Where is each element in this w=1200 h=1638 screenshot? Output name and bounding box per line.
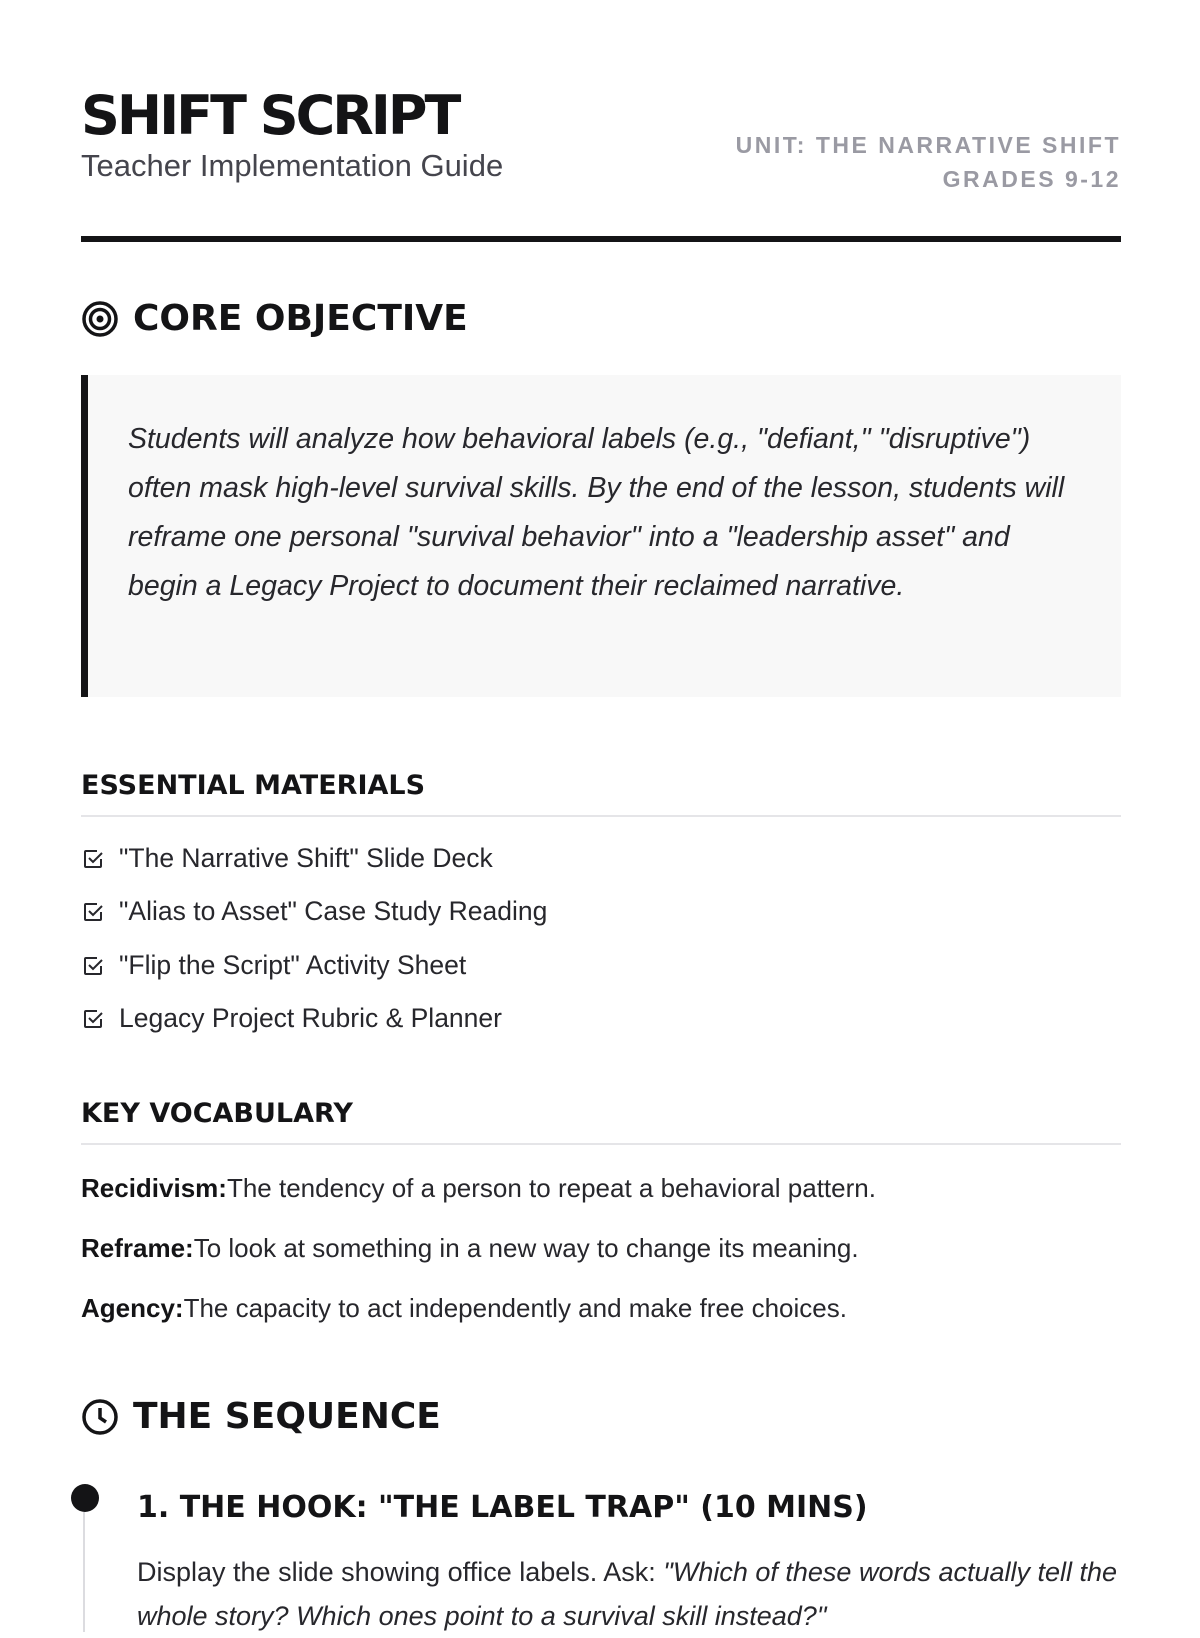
timeline-line <box>83 1512 85 1632</box>
material-item <box>81 896 547 927</box>
step-title: 1. THE HOOK: "THE LABEL TRAP" (10 MINS) <box>137 1490 868 1525</box>
vocab-item <box>81 1173 876 1204</box>
vocab-term: Recidivism: <box>81 1173 227 1203</box>
page-header <box>81 86 1121 242</box>
vocabulary-heading: KEY VOCABULARY <box>81 1098 1121 1145</box>
vocab-definition: To look at something in a new way to change its meaning. <box>193 1233 859 1263</box>
material-item <box>81 843 493 874</box>
checkbox-icon <box>81 847 105 871</box>
page-title: SHIFT SCRIPT <box>81 84 459 147</box>
unit-label: UNIT: THE NARRATIVE SHIFT <box>735 132 1121 158</box>
material-label: "The Narrative Shift" Slide Deck <box>119 843 493 873</box>
vocab-definition: The tendency of a person to repeat a behavioral pattern. <box>226 1173 876 1203</box>
material-item <box>81 1003 502 1034</box>
objective-quote: Students will analyze how behavioral labels (e.g., "defiant," "disruptive") often mask high-level survival skills. By the end of the lesson, students will reframe one personal "survival behavior" into a "leadership asset" and begin a Legacy Project to document their reclaimed narrative. <box>81 375 1121 697</box>
material-label: Legacy Project Rubric & Planner <box>119 1003 502 1033</box>
heading-text: CORE OBJECTIVE <box>133 298 468 339</box>
material-label: "Flip the Script" Activity Sheet <box>119 950 467 980</box>
grades-label: GRADES 9-12 <box>942 166 1121 192</box>
step-body <box>137 1550 1121 1638</box>
vocab-term: Reframe: <box>81 1233 194 1263</box>
clock-icon <box>81 1398 119 1436</box>
checkbox-icon <box>81 954 105 978</box>
timeline-dot <box>71 1484 99 1512</box>
vocab-definition: The capacity to act independently and make free choices. <box>183 1293 847 1323</box>
vocab-item <box>81 1293 847 1324</box>
step-quote: "Which of these words actually tell the whole story? Which ones point to a survival skill instead?" <box>137 1557 1118 1631</box>
vocab-term: Agency: <box>81 1293 184 1323</box>
step-text: Display the slide showing office labels. Ask: <box>137 1557 664 1587</box>
materials-heading: ESSENTIAL MATERIALS <box>81 770 1121 817</box>
unit-meta <box>736 128 1121 196</box>
sequence-heading <box>81 1396 441 1437</box>
vocab-item <box>81 1233 859 1264</box>
core-objective-heading <box>81 298 468 339</box>
target-icon <box>81 300 119 338</box>
heading-text: THE SEQUENCE <box>133 1396 441 1437</box>
checkbox-icon <box>81 900 105 924</box>
material-label: "Alias to Asset" Case Study Reading <box>119 896 548 926</box>
checkbox-icon <box>81 1007 105 1031</box>
page-subtitle: Teacher Implementation Guide <box>81 148 504 183</box>
material-item <box>81 950 466 981</box>
timeline <box>81 1484 87 1624</box>
